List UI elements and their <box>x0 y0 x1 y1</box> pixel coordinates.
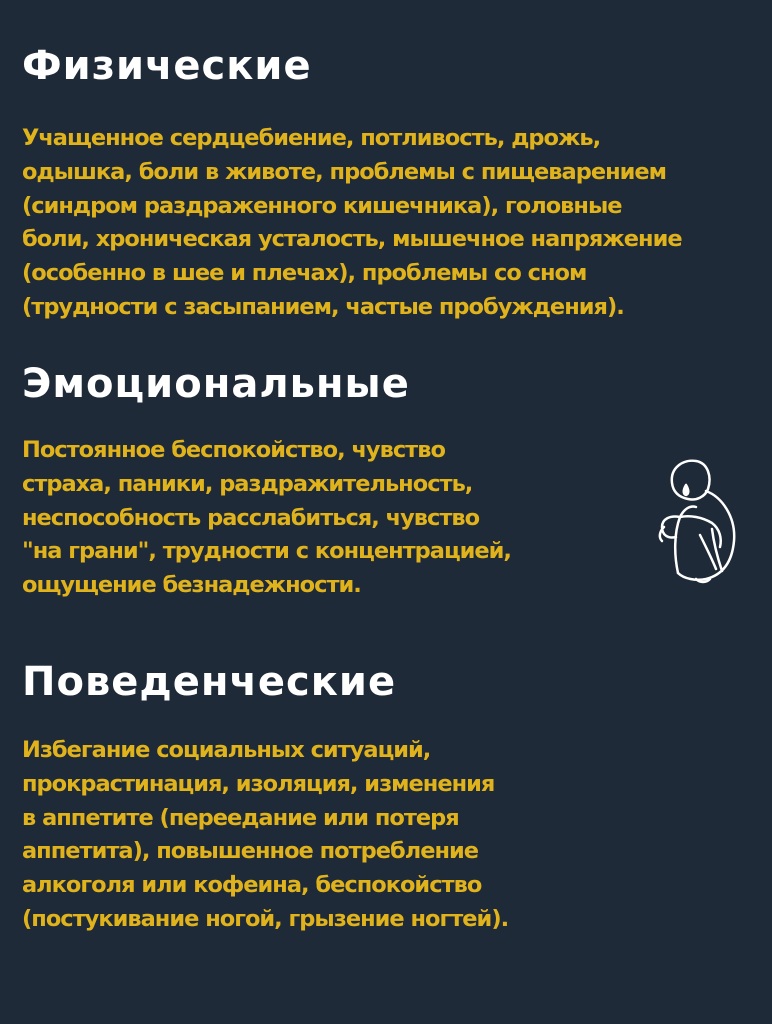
section-emotional <box>22 362 642 603</box>
section-physical <box>22 44 762 325</box>
text-behavioral: Избегание социальных ситуаций, прокрастинация, изоляция, изменения в аппетите (переедание или потеря аппетита), повышенное потребление алкоголя или кофеина, беспокойство (постукивание ногой, грызение ногтей). <box>22 737 509 932</box>
heading-emotional: Эмоциональные <box>22 361 410 407</box>
heading-behavioral: Поведенческие <box>22 659 397 705</box>
text-emotional: Постоянное беспокойство, чувство страха, паники, раздражительность, неспособность расслабиться, чувство "на грани", трудности с концентрацией, ощущение безнадежности. <box>22 437 511 598</box>
heading-physical: Физические <box>22 43 312 89</box>
sad-crouching-person-icon <box>650 455 750 595</box>
section-behavioral <box>22 660 642 937</box>
text-physical: Учащенное сердцебиение, потливость, дрожь, одышка, боли в животе, проблемы с пищеварением (синдром раздраженного кишечника), головные боли, хроническая усталость, мышечное напряжение (особенно в шее и плечах), проблемы со сном (трудности с засыпанием, частые пробуждения). <box>22 125 682 320</box>
